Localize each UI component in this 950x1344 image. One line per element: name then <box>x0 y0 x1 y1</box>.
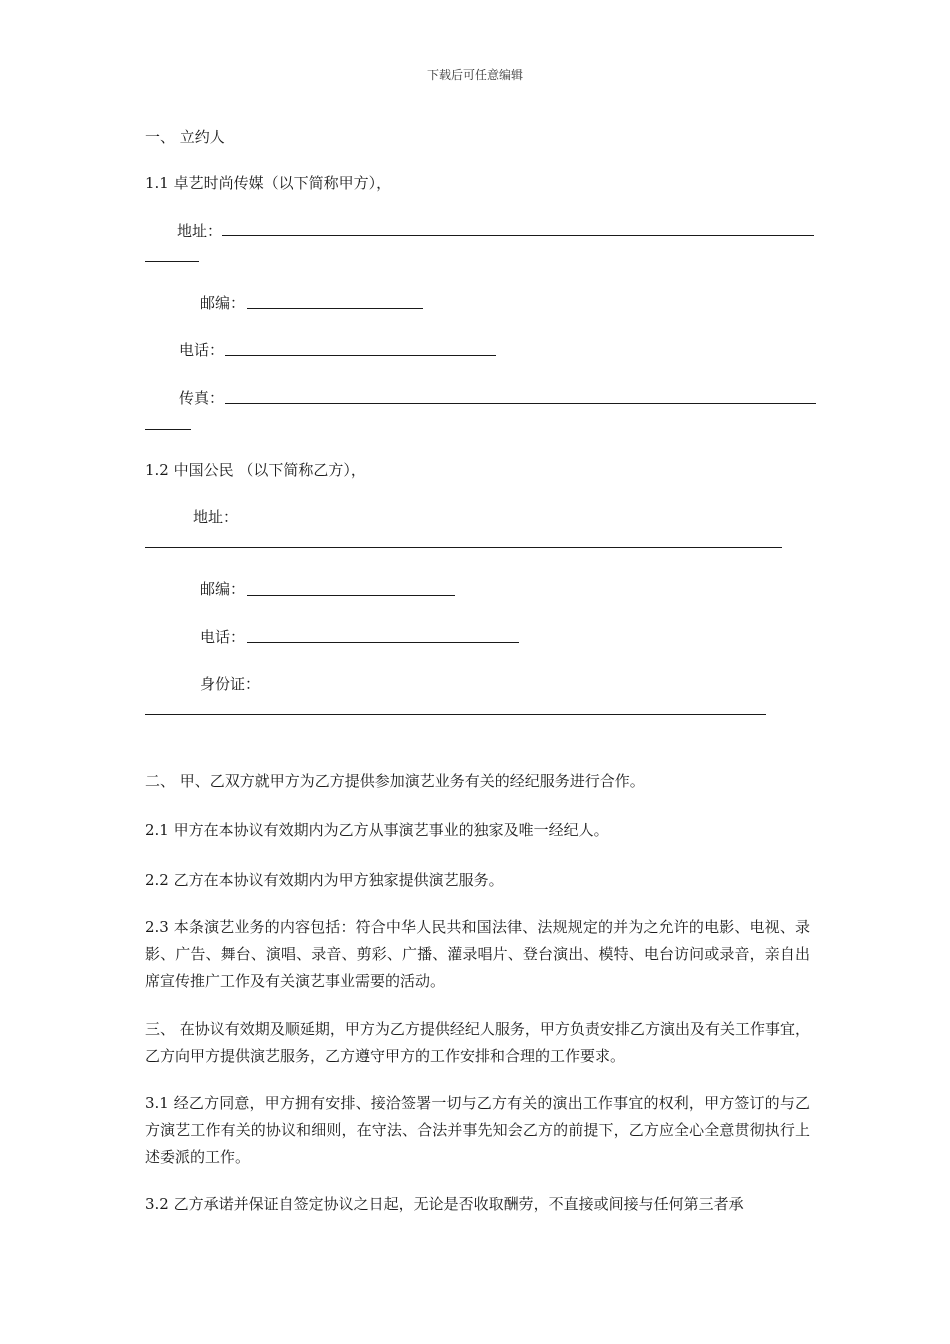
party-a-postcode-field[interactable] <box>247 308 423 309</box>
clause-3-2: 3.2 乙方承诺并保证自签定协议之日起，无论是否收取酬劳，不直接或间接与任何第三者承 <box>145 1195 744 1213</box>
party-b-address-label: 地址： <box>193 508 239 526</box>
party-a-fax-field-cont[interactable] <box>145 429 191 430</box>
section3-heading: 三、 在协议有效期及顺延期，甲方为乙方提供经纪人服务，甲方负责安排乙方演出及有关工作事宜，乙方向甲方提供演艺服务，乙方遵守甲方的工作安排和合理的工作要求。 <box>145 1020 810 1065</box>
party-a-postcode-label: 邮编： <box>200 294 246 312</box>
party-b-address-field[interactable] <box>145 547 782 548</box>
party-b-intro: 1.2 中国公民 （以下简称乙方）， <box>145 461 366 479</box>
party-a-phone-field[interactable] <box>225 355 496 356</box>
party-a-address-field[interactable] <box>222 235 814 236</box>
party-b-id-label: 身份证： <box>200 675 261 693</box>
section1-heading: 一、 立约人 <box>145 128 225 146</box>
section2-heading: 二、 甲、乙双方就甲方为乙方提供参加演艺业务有关的经纪服务进行合作。 <box>145 772 645 790</box>
party-a-address-field-cont[interactable] <box>145 261 199 262</box>
clause-2-3: 2.3 本条演艺业务的内容包括：符合中华人民共和国法律、法规规定的并为之允许的电影、电视、录影、广告、舞台、演唱、录音、剪彩、广播、灌录唱片、登台演出、模特、电台访问或录音，亲自出席宣传推广工作及有关演艺事业需要的活动。 <box>145 918 810 990</box>
party-a-address-label: 地址： <box>177 222 223 240</box>
party-b-id-field[interactable] <box>145 714 766 715</box>
party-b-postcode-field[interactable] <box>247 595 455 596</box>
party-b-phone-field[interactable] <box>247 642 519 643</box>
party-b-phone-label: 电话： <box>200 628 246 646</box>
page-header: 下载后可任意编辑 <box>426 68 523 82</box>
clause-3-1: 3.1 经乙方同意，甲方拥有安排、接洽签署一切与乙方有关的演出工作事宜的权利，甲方签订的与乙方演艺工作有关的协议和细则，在守法、合法并事先知会乙方的前提下，乙方应全心全意贯彻执行上述委派的工作。 <box>145 1094 810 1166</box>
clause-2-1: 2.1 甲方在本协议有效期内为乙方从事演艺事业的独家及唯一经纪人。 <box>145 821 609 839</box>
party-a-fax-label: 传真： <box>179 389 225 407</box>
party-a-phone-label: 电话： <box>179 341 225 359</box>
party-b-postcode-label: 邮编： <box>200 580 246 598</box>
clause-2-2: 2.2 乙方在本协议有效期内为甲方独家提供演艺服务。 <box>145 871 504 889</box>
party-a-fax-field[interactable] <box>225 403 816 404</box>
party-a-intro: 1.1 卓艺时尚传媒（以下简称甲方）， <box>145 174 392 192</box>
